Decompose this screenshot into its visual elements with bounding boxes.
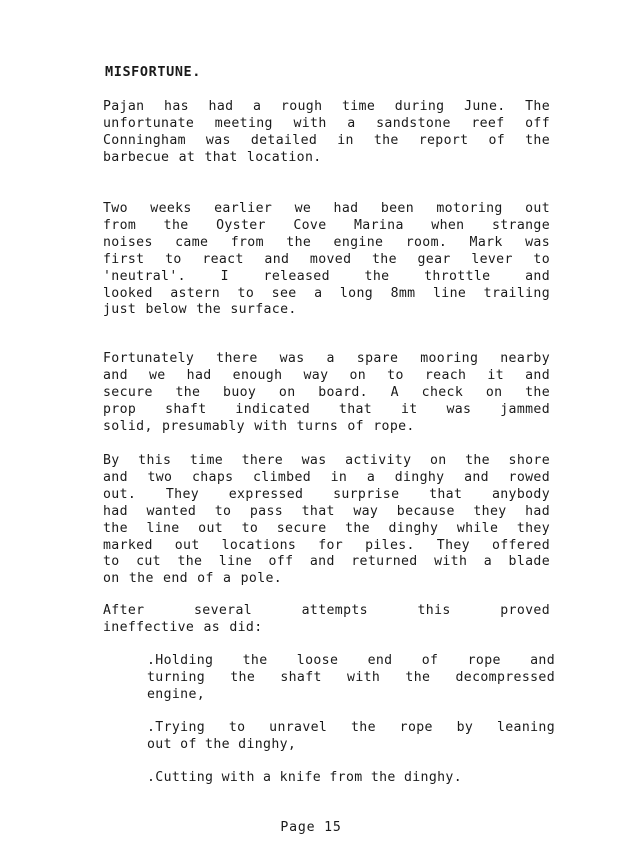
section-heading: MISFORTUNE. [105,64,202,80]
text-line: Two weeks earlier we had been motoring out [103,201,550,216]
text-line: secure the buoy on board. A check on the [103,384,550,400]
text-line: barbecue at that location. [103,149,322,165]
list-item [147,720,555,754]
text-line: looked astern to see a long 8mm line trailing [103,285,550,301]
text-line: and two chaps climbed in a dinghy and rowed [103,469,550,485]
text-line: Conningham was detailed in the report of the [103,132,550,148]
text-line: .Trying to unravel the rope by leaning [147,720,555,735]
paragraph-5 [103,603,550,637]
text-line: solid, presumably with turns of rope. [103,418,415,434]
text-line: the line out to secure the dinghy while they [103,520,550,536]
text-line: had wanted to pass that way because they had [103,503,550,519]
text-line: marked out locations for piles. They offered [103,537,550,553]
paragraph-4 [103,453,550,588]
text-line: .Cutting with a knife from the dinghy. [147,770,463,785]
paragraph-2 [103,201,550,319]
page-number: Page 15 [280,820,342,835]
text-line: turning the shaft with the decompressed [147,669,555,685]
text-line: first to react and moved the gear lever to [103,251,550,267]
text-line: Fortunately there was a spare mooring nearby [103,351,550,366]
text-line: By this time there was activity on the shore [103,453,550,468]
text-line: noises came from the engine room. Mark was [103,234,550,250]
text-line: on the end of a pole. [103,571,283,587]
text-line: .Holding the loose end of rope and [147,653,555,668]
text-line: After several attempts this proved [103,603,550,618]
paragraph-3 [103,351,550,436]
text-line: just below the surface. [103,302,297,318]
text-line: unfortunate meeting with a sandstone reef off [103,115,550,131]
text-line: out. They expressed surprise that anybody [103,486,550,502]
text-line: out of the dinghy, [147,736,297,752]
text-line: from the Oyster Cove Marina when strange [103,217,550,233]
text-line: to cut the line off and returned with a blade [103,554,550,570]
paragraph-1 [103,99,550,167]
text-line: engine, [147,686,206,702]
list-item [147,653,555,704]
text-line: prop shaft indicated that it was jammed [103,401,550,417]
text-line: Pajan has had a rough time during June. The [103,99,550,114]
list-item [147,770,555,787]
text-line: and we had enough way on to reach it and [103,367,550,383]
text-line: ineffective as did: [103,619,263,635]
text-line: 'neutral'. I released the throttle and [103,268,550,284]
